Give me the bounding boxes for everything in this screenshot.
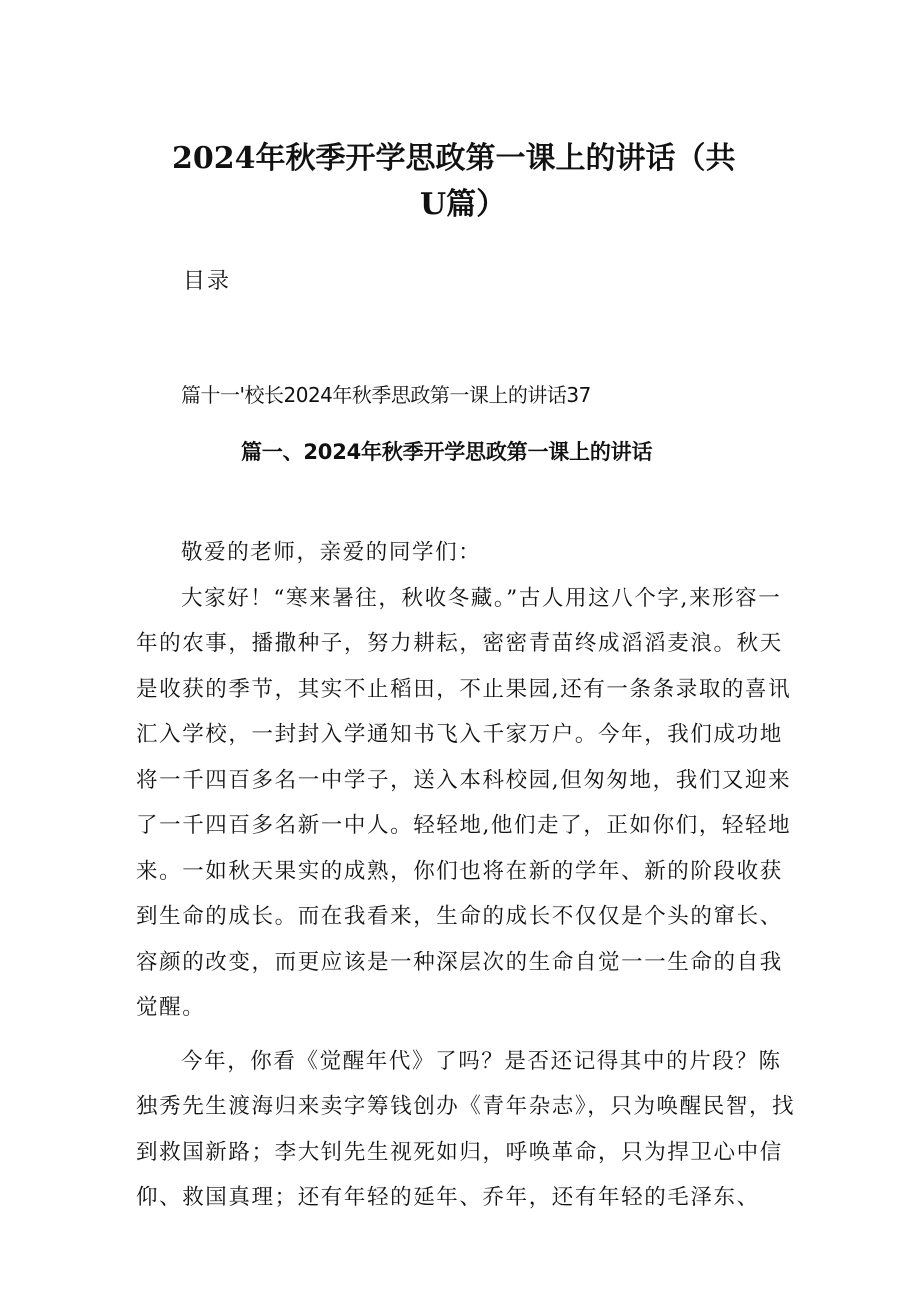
body-paragraph: 今年，你看《觉醒年代》了吗？是否还记得其中的片段？陈独秀先生渡海归来卖字筹钱创办《青年杂志》，只为唤醒民智，找到救国新路；李大钊先生视死如归，呼唤革命，只为捍卫心中信仰、救国真理；还有年轻的延年、乔年，还有年轻的毛泽东、 <box>136 1048 796 1210</box>
salutation: 敬爱的老师，亲爱的同学们： <box>181 540 482 565</box>
document-title-line1: 2024年秋季开学思政第一课上的讲话（共 <box>172 141 736 176</box>
document-title-line2: U篇） <box>420 187 507 222</box>
body-paragraph: 大家好！“寒来暑往，秋收冬藏。”古人用这八个字,来形容一年的农事，播撒种子，努力耕耘，密密青苗终成滔滔麦浪。秋天是收获的季节，其实不止稻田，不止果园,还有一条条录取的喜讯汇入学校，一封封入学通知书飞入千家万户。今年，我们成功地将一千四百多名一中学子，送入本科校园,但匆匆地，我们又迎来了一千四百多名新一中人。轻轻地,他们走了，正如你们，轻轻地来。一如秋天果实的成熟，你们也将在新的学年、新的阶段收获到生命的成长。而在我看来，生命的成长不仅仅是个头的窜长、容颜的改变，而更应该是一种深层次的生命自觉一一生命的自我觉醒。 <box>136 585 792 1020</box>
toc-heading: 目录 <box>183 269 232 294</box>
section-title: 篇一、2024年秋季开学思政第一课上的讲话 <box>241 440 653 464</box>
document-body <box>136 530 796 1221</box>
toc-item: 篇十一'校长2024年秋季思政第一课上的讲话37 <box>181 383 591 407</box>
document-title <box>150 136 770 228</box>
